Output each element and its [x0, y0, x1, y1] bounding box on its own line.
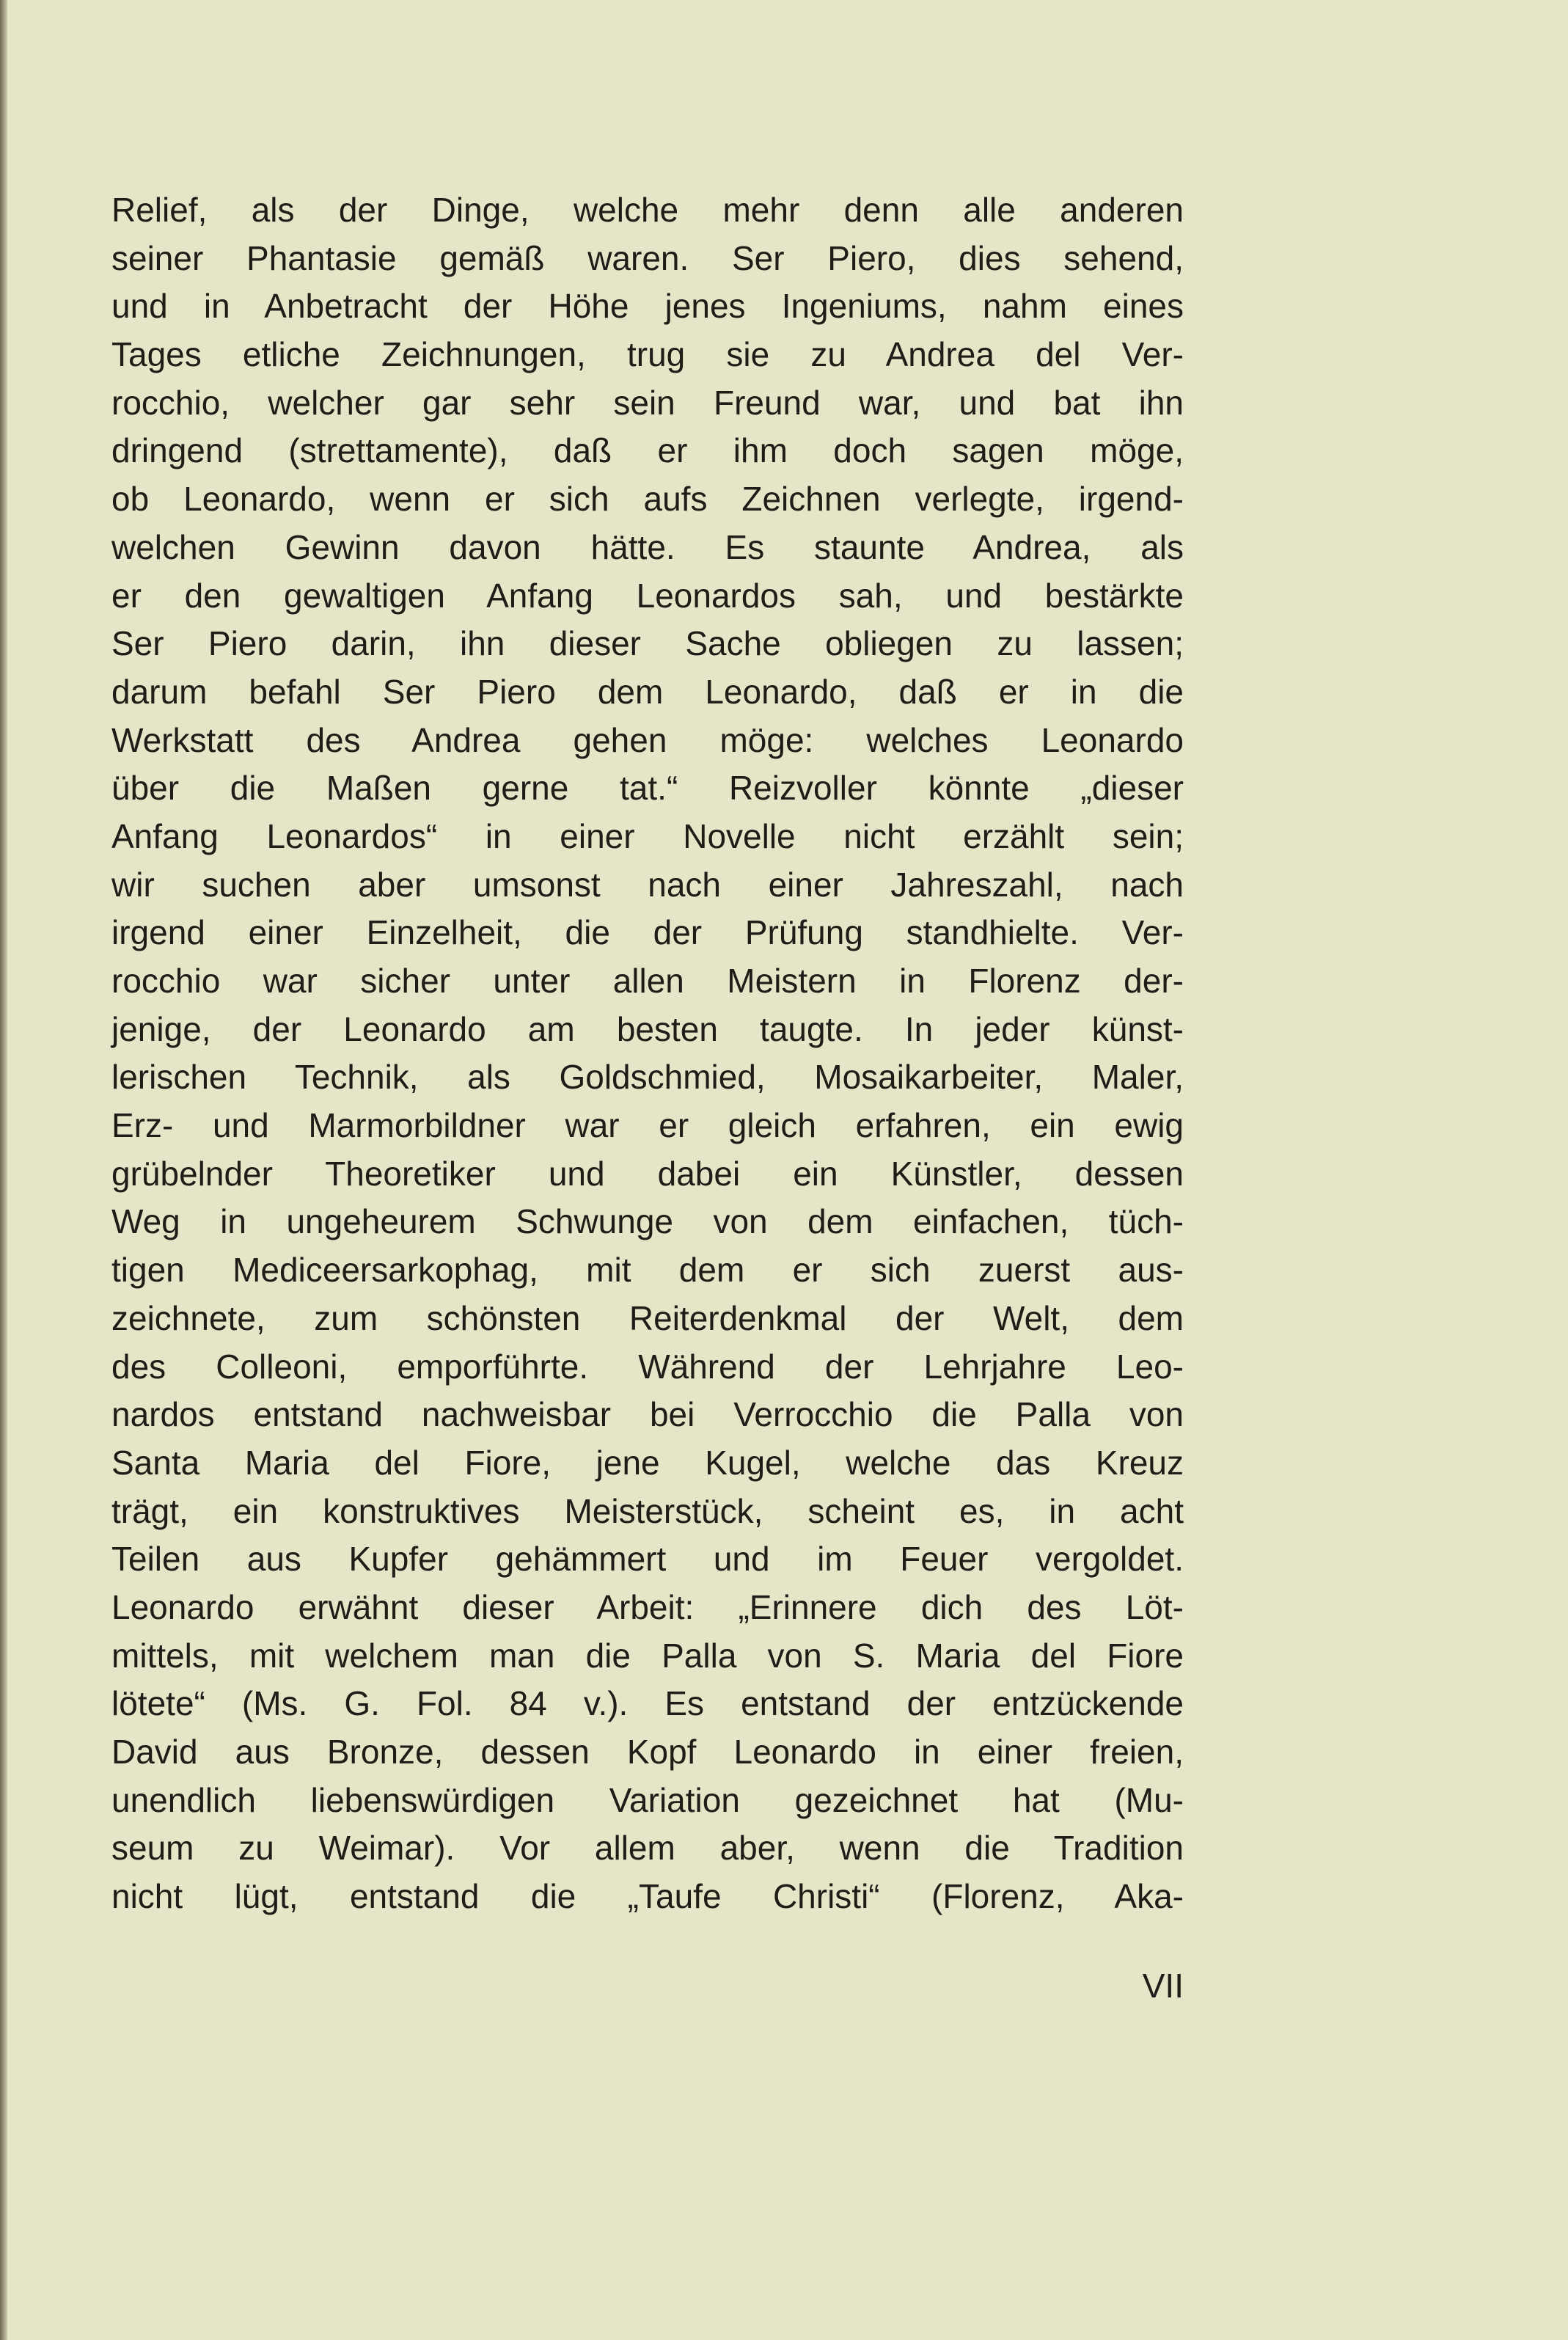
text-line [111, 1295, 1184, 1343]
text-line [111, 813, 1184, 861]
text-line-content: nicht lügt, entstand die „Taufe Christi“ (Florenz, Aka- [111, 1877, 1184, 1916]
text-line-content: Anfang Leonardos“ in einer Novelle nicht erzählt sein; [111, 816, 1184, 855]
text-line-content: David aus Bronze, dessen Kopf Leonardo in einer freien, [111, 1733, 1184, 1771]
body-text [111, 186, 1184, 1921]
text-line [111, 957, 1184, 1006]
text-line-content: Leonardo erwähnt dieser Arbeit: „Erinnere dich des Löt- [111, 1587, 1184, 1626]
text-line-content: Tages etliche Zeichnungen, trug sie zu Andrea del Ver- [111, 335, 1184, 374]
text-line-content: trägt, ein konstruktives Meisterstück, scheint es, in acht [111, 1491, 1184, 1530]
text-line [111, 1584, 1184, 1632]
text-line-content: Santa Maria del Fiore, jene Kugel, welche das Kreuz [111, 1443, 1184, 1482]
text-line-content: dringend (strettamente), daß er ihm doch sagen möge, [111, 431, 1184, 470]
text-line [111, 379, 1184, 428]
text-line-content: wir suchen aber umsonst nach einer Jahreszahl, nach [111, 865, 1184, 904]
text-line-content: seum zu Weimar). Vor allem aber, wenn die Tradition [111, 1829, 1184, 1868]
text-line [111, 475, 1184, 524]
text-line-content: darum befahl Ser Piero dem Leonardo, daß er in die [111, 672, 1184, 711]
text-line-content: unendlich liebenswürdigen Variation gezeichnet hat (Mu- [111, 1780, 1184, 1819]
text-line [111, 1680, 1184, 1728]
text-line [111, 1728, 1184, 1777]
text-line [111, 1632, 1184, 1681]
text-line [111, 620, 1184, 668]
text-line [111, 1006, 1184, 1054]
text-line [111, 1824, 1184, 1873]
text-line-content: ob Leonardo, wenn er sich aufs Zeichnen verlegte, irgend- [111, 480, 1184, 519]
text-line [111, 1150, 1184, 1199]
text-line [111, 1198, 1184, 1246]
text-line-content: mittels, mit welchem man die Palla von S. Maria del Fiore [111, 1636, 1184, 1675]
text-line-content: tigen Mediceersarkophag, mit dem er sich zuerst aus- [111, 1251, 1184, 1290]
text-line-content: zeichnete, zum schönsten Reiterdenkmal der Welt, dem [111, 1298, 1184, 1337]
text-line [111, 331, 1184, 379]
text-line [111, 1343, 1184, 1392]
text-line [111, 1777, 1184, 1825]
page-edge-shadow [0, 0, 7, 2340]
text-line [111, 282, 1184, 331]
text-line-content: welchen Gewinn davon hätte. Es staunte Andrea, als [111, 527, 1184, 566]
text-line-content: Erz- und Marmorbildner war er gleich erfahren, ein ewig [111, 1106, 1184, 1145]
text-line-content: er den gewaltigen Anfang Leonardos sah, und bestärkte [111, 576, 1184, 615]
text-line-content: und in Anbetracht der Höhe jenes Ingeniums, nahm eines [111, 287, 1184, 326]
text-line-content: über die Maßen gerne tat.“ Reizvoller könnte „dieser [111, 769, 1184, 808]
text-line-content: nardos entstand nachweisbar bei Verrocchio die Palla von [111, 1395, 1184, 1434]
text-line [111, 524, 1184, 572]
text-line-content: seiner Phantasie gemäß waren. Ser Piero, dies sehend, [111, 238, 1184, 277]
text-line [111, 1102, 1184, 1150]
text-line [111, 1535, 1184, 1584]
text-line [111, 572, 1184, 621]
text-line-content: lerischen Technik, als Goldschmied, Mosaikarbeiter, Maler, [111, 1058, 1184, 1097]
text-line-content: irgend einer Einzelheit, die der Prüfung standhielte. Ver- [111, 913, 1184, 952]
text-line-content: Werkstatt des Andrea gehen möge: welches Leonardo [111, 720, 1184, 759]
text-line [111, 1873, 1184, 1921]
text-line [111, 764, 1184, 813]
text-line-content: lötete“ (Ms. G. Fol. 84 v.). Es entstand der entzückende [111, 1684, 1184, 1723]
text-line [111, 1439, 1184, 1488]
text-line [111, 186, 1184, 235]
text-line-content: Relief, als der Dinge, welche mehr denn alle anderen [111, 191, 1184, 229]
text-line-content: rocchio war sicher unter allen Meistern in Florenz der- [111, 962, 1184, 1000]
text-line [111, 1488, 1184, 1536]
page-number: VII [1142, 1967, 1184, 2005]
text-line [111, 427, 1184, 475]
text-line [111, 1053, 1184, 1102]
text-line [111, 909, 1184, 957]
text-line-content: jenige, der Leonardo am besten taugte. In jeder künst- [111, 1009, 1184, 1048]
text-line [111, 1246, 1184, 1295]
text-line-content: des Colleoni, emporführte. Während der Lehrjahre Leo- [111, 1347, 1184, 1386]
text-line [111, 668, 1184, 717]
text-line [111, 235, 1184, 283]
text-line-content: Weg in ungeheurem Schwunge von dem einfachen, tüch- [111, 1202, 1184, 1241]
text-line-content: Ser Piero darin, ihn dieser Sache obliegen zu lassen; [111, 624, 1184, 663]
text-line [111, 717, 1184, 765]
text-line-content: rocchio, welcher gar sehr sein Freund war, und bat ihn [111, 383, 1184, 422]
text-line [111, 1391, 1184, 1439]
text-line [111, 861, 1184, 910]
text-line-content: Teilen aus Kupfer gehämmert und im Feuer vergoldet. [111, 1540, 1184, 1579]
text-line-content: grübelnder Theoretiker und dabei ein Künstler, dessen [111, 1154, 1184, 1193]
